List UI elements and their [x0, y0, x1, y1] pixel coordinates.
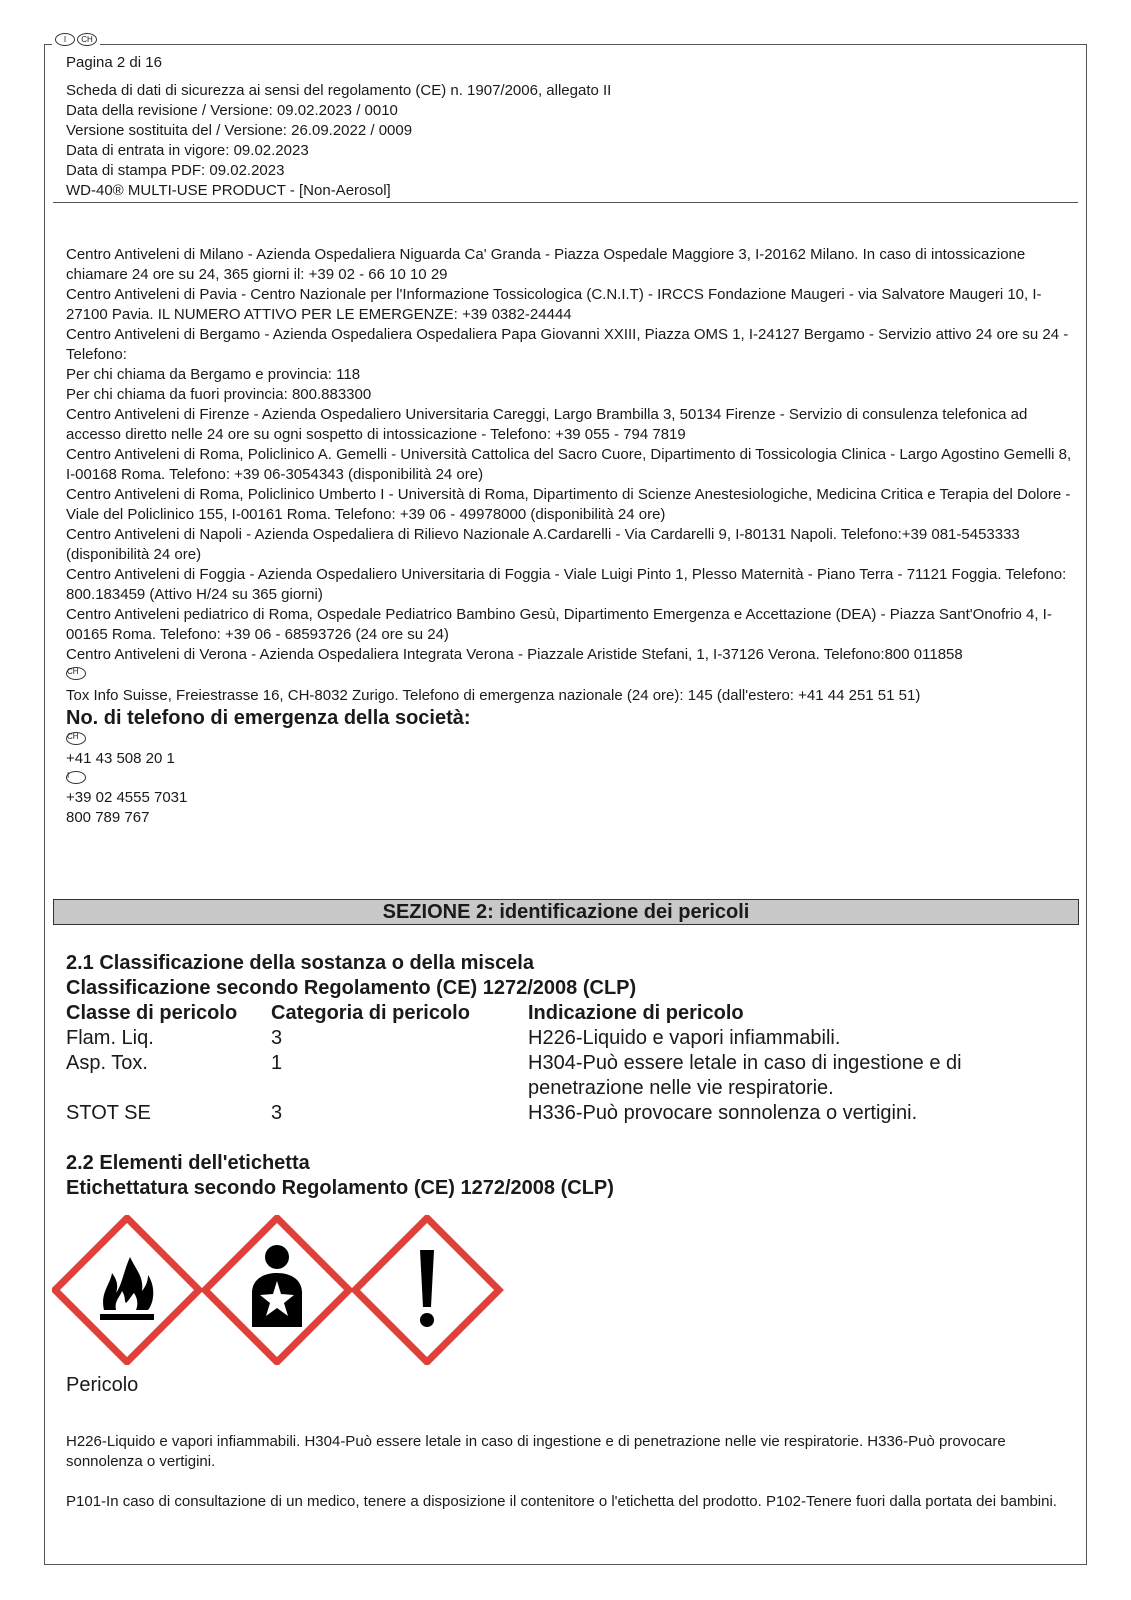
header-line: Data di stampa PDF: 09.02.2023	[66, 162, 285, 179]
antiveleni-entry: Per chi chiama da Bergamo e provincia: 118	[66, 366, 361, 383]
section-2-header: SEZIONE 2: identificazione dei pericoli	[53, 899, 1079, 925]
precautionary-statements: P101-In caso di consultazione di un medico, tenere a disposizione il contenitore o l'etichetta del prodotto. P102-Tenere fuori dalla portata dei bambini.	[66, 1493, 1057, 1510]
document-header	[66, 53, 611, 201]
label-elements-section	[66, 1151, 614, 1201]
classification-section	[66, 951, 1066, 1126]
table-cell: H304-Può essere letale in caso di ingestione e di penetrazione nelle vie respiratorie.	[528, 1052, 962, 1099]
ghs-pictograms	[52, 1215, 522, 1365]
flame-pictogram-icon	[55, 1218, 199, 1362]
table-cell: Asp. Tox.	[66, 1052, 148, 1074]
antiveleni-entry: Centro Antiveleni di Bergamo - Azienda Ospedaliera Ospedaliera Papa Giovanni XXIII, Piazza OMS 1, I-24127 Bergamo - Servizio attivo 24 ore su 24 - Telefono:	[66, 326, 1069, 363]
header-line: Scheda di dati di sicurezza ai sensi del regolamento (CE) n. 1907/2006, allegato II	[66, 82, 612, 99]
hazard-statements: H226-Liquido e vapori infiammabili. H304-Può essere letale in caso di ingestione e di penetrazione nelle vie respiratorie. H336-Può provocare sonnolenza o vertigini.	[66, 1433, 1006, 1470]
table-cell: 3	[271, 1102, 283, 1124]
exclamation-pictogram-icon	[355, 1218, 499, 1362]
product-name: WD-40® MULTI-USE PRODUCT - [Non-Aerosol]	[66, 182, 391, 199]
table-cell: 1	[271, 1052, 283, 1074]
antiveleni-entry: Centro Antiveleni di Firenze - Azienda Ospedaliero Universitaria Careggi, Largo Brambilla 3, 50134 Firenze - Servizio di consulenza telefonica ad accesso diretto nelle 24 ore su ogni sospetto di intossicazione - Telefono: +39 055 - 794 7819	[66, 406, 1028, 443]
antiveleni-entry: Centro Antiveleni di Roma, Policlinico A. Gemelli - Università Cattolica del Sacro Cuore, Dipartimento di Tossicologia Clinica - Largo Agostino Gemelli 8, I-00168 Roma. Telefono: +39 06-3054343 (disponibilità 24 ore)	[66, 446, 1072, 483]
section-2-2-subtitle: Etichettatura secondo Regolamento (CE) 1272/2008 (CLP)	[66, 1177, 614, 1199]
table-cell: Flam. Liq.	[66, 1027, 154, 1049]
it-phone: +39 02 4555 7031	[66, 789, 188, 806]
antiveleni-entry: Centro Antiveleni di Napoli - Azienda Ospedaliera di Rilievo Nazionale A.Cardarelli - Via Cardarelli 9, I-80131 Napoli. Telefono:+39 081-5453333 (disponibilità 24 ore)	[66, 526, 1020, 563]
antiveleni-entry: Centro Antiveleni di Foggia - Azienda Ospedaliero Universitaria di Foggia - Viale Luigi Pinto 1, Plesso Maternità - Piano Terra - 71121 Foggia. Telefono: 800.183459 (Attivo H/24 su 365 giorni)	[66, 566, 1067, 603]
antiveleni-entry: Centro Antiveleni di Roma, Policlinico Umberto I - Università di Roma, Dipartimento di Scienze Anestesiologiche, Medicina Critica e Terapia del Dolore - Viale del Policlinico 155, I-00161 Roma. Telefono: +39 06 - 49978000 (disponibilità 24 ore)	[66, 486, 1071, 523]
antiveleni-entry: Centro Antiveleni di Milano - Azienda Ospedaliera Niguarda Ca' Granda - Piazza Ospedale Maggiore 3, I-20162 Milano. In caso di intossicazione chiamare 24 ore su 24, 365 giorni il: +39 02 - 66 10 10 29	[66, 246, 1026, 283]
antiveleni-entry: Per chi chiama da fuori provincia: 800.883300	[66, 386, 372, 403]
table-header: Categoria di pericolo	[271, 1002, 470, 1024]
health-hazard-pictogram-icon	[205, 1218, 349, 1362]
table-header: Classe di pericolo	[66, 1002, 238, 1024]
country-flag-ch: CH	[77, 33, 97, 46]
table-cell: STOT SE	[66, 1102, 151, 1124]
country-flag-ch: CH	[66, 667, 86, 680]
table-cell: H336-Può provocare sonnolenza o vertigini.	[528, 1102, 918, 1124]
section-2-1-subtitle: Classificazione secondo Regolamento (CE) 1272/2008 (CLP)	[66, 977, 637, 999]
table-cell: H226-Liquido e vapori infiammabili.	[528, 1027, 841, 1049]
emergency-contacts	[66, 245, 1076, 828]
antiveleni-entry: Centro Antiveleni pediatrico di Roma, Ospedale Pediatrico Bambino Gesù, Dipartimento Emergenza e Accettazione (DEA) - Piazza Sant'Onofrio 4, I-00165 Roma. Telefono: +39 06 - 68593726 (24 ore su 24)	[66, 606, 1052, 643]
country-flag-it: I	[55, 33, 75, 46]
header-line: Data della revisione / Versione: 09.02.2023 / 0010	[66, 102, 398, 119]
country-flag-it: I	[66, 771, 86, 784]
table-cell: 3	[271, 1027, 283, 1049]
antiveleni-entry: Centro Antiveleni di Verona - Azienda Ospedaliera Integrata Verona - Piazzale Aristide Stefani, 1, I-37126 Verona. Telefono:800 011858	[66, 646, 963, 663]
header-line: Data di entrata in vigore: 09.02.2023	[66, 142, 309, 159]
page-number: Pagina 2 di 16	[66, 54, 162, 71]
emergency-phone-title: No. di telefono di emergenza della società:	[66, 707, 471, 729]
header-line: Versione sostituita del / Versione: 26.09.2022 / 0009	[66, 122, 413, 139]
section-2-1-title: 2.1 Classificazione della sostanza o della miscela	[66, 952, 534, 974]
table-header: Indicazione di pericolo	[528, 1002, 744, 1024]
signal-word: Pericolo	[66, 1374, 139, 1396]
country-flag-ch: CH	[66, 732, 86, 745]
classification-table	[66, 1001, 1066, 1126]
tox-info-suisse: Tox Info Suisse, Freiestrasse 16, CH-8032 Zurigo. Telefono di emergenza nazionale (24 ore): 145 (dall'estero: +41 44 251 51 51)	[66, 687, 921, 704]
country-flags	[52, 33, 100, 51]
section-2-2-title: 2.2 Elementi dell'etichetta	[66, 1152, 310, 1174]
ch-phone: +41 43 508 20 1	[66, 750, 175, 767]
it-phone: 800 789 767	[66, 809, 150, 826]
header-divider	[53, 202, 1078, 203]
antiveleni-entry: Centro Antiveleni di Pavia - Centro Nazionale per l'Informazione Tossicologica (C.N.I.T) - IRCCS Fondazione Maugeri - via Salvatore Maugeri 10, I-27100 Pavia. IL NUMERO ATTIVO PER LE EMERGENZE: +39 0382-24444	[66, 286, 1042, 323]
